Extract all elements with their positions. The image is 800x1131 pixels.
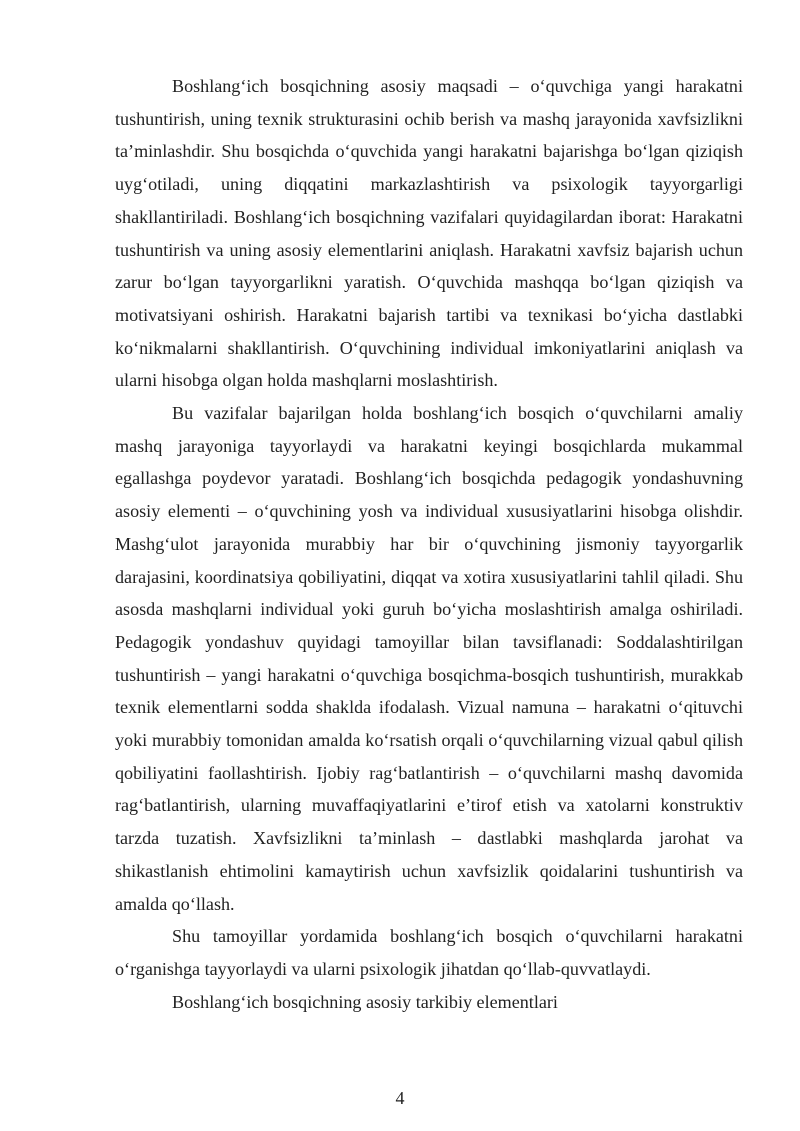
body-text (115, 70, 743, 1018)
paragraph-initial-stage-goal: Boshlang‘ich bosqichning asosiy maqsadi – o‘quvchiga yangi harakatni tushuntirish, uning texnik strukturasini ochib berish va mashq jarayonida xavfsizlikni ta’minlashdir. Shu bosqichda o‘quvchida yangi harakatni bajarishga bo‘lgan qiziqish uyg‘otiladi, uning diqqatini markazlashtirish va psixologik tayyorgarligi shakllantiriladi. Boshlang‘ich bosqichning vazifalari quyidagilardan iborat: Harakatni tushuntirish va uning asosiy elementlarini aniqlash. Harakatni xavfsiz bajarish uchun zarur bo‘lgan tayyorgarlikni yaratish. O‘quvchida mashqqa bo‘lgan qiziqish va motivatsiyani oshirish. Harakatni bajarish tartibi va texnikasi bo‘yicha dastlabki ko‘nikmalarni shakllantirish. O‘quvchining individual imkoniyatlarini aniqlash va ularni hisobga olgan holda mashqlarni moslashtirish. (115, 76, 743, 391)
paragraph-principles-summary: Shu tamoyillar yordamida boshlang‘ich bosqich o‘quvchilarni harakatni o‘rganishga tayyorlaydi va ularni psixologik jihatdan qo‘llab-quvvatlaydi. (115, 926, 743, 979)
paragraph-pedagogical-approach: Bu vazifalar bajarilgan holda boshlang‘ich bosqich o‘quvchilarni amaliy mashq jarayoniga tayyorlaydi va harakatni keyingi bosqichlarda mukammal egallashga poydevor yaratadi. Boshlang‘ich bosqichda pedagogik yondashuvning asosiy elementi – o‘quvchining yosh va individual xususiyatlarini hisobga olishdir. Mashg‘ulot jarayonida murabbiy har bir o‘quvchining jismoniy tayyorgarlik darajasini, koordinatsiya qobiliyatini, diqqat va xotira xususiyatlarini tahlil qiladi. Shu asosda mashqlarni individual yoki guruh bo‘yicha moslashtirish amalga oshiriladi. Pedagogik yondashuv quyidagi tamoyillar bilan tavsiflanadi: Soddalashtirilgan tushuntirish – yangi harakatni o‘quvchiga bosqichma-bosqich tushuntirish, murakkab texnik elementlarni sodda shaklda ifodalash. Vizual namuna – harakatni o‘qituvchi yoki murabbiy tomonidan amalda ko‘rsatish orqali o‘quvchilarning vizual qabul qilish qobiliyatini faollashtirish. Ijobiy rag‘batlantirish – o‘quvchilarni mashq davomida rag‘batlantirish, ularning muvaffaqiyatlarini e’tirof etish va xatolarni konstruktiv tarzda tuzatish. Xavfsizlikni ta’minlash – dastlabki mashqlarda jarohat va shikastlanish ehtimolini kamaytirish uchun xavfsizlik qoidalarini tushuntirish va amalda qo‘llash. (115, 403, 743, 914)
section-heading-structural-elements: Boshlang‘ich bosqichning asosiy tarkibiy elementlari (172, 991, 558, 1012)
page-number: 4 (395, 1088, 405, 1108)
